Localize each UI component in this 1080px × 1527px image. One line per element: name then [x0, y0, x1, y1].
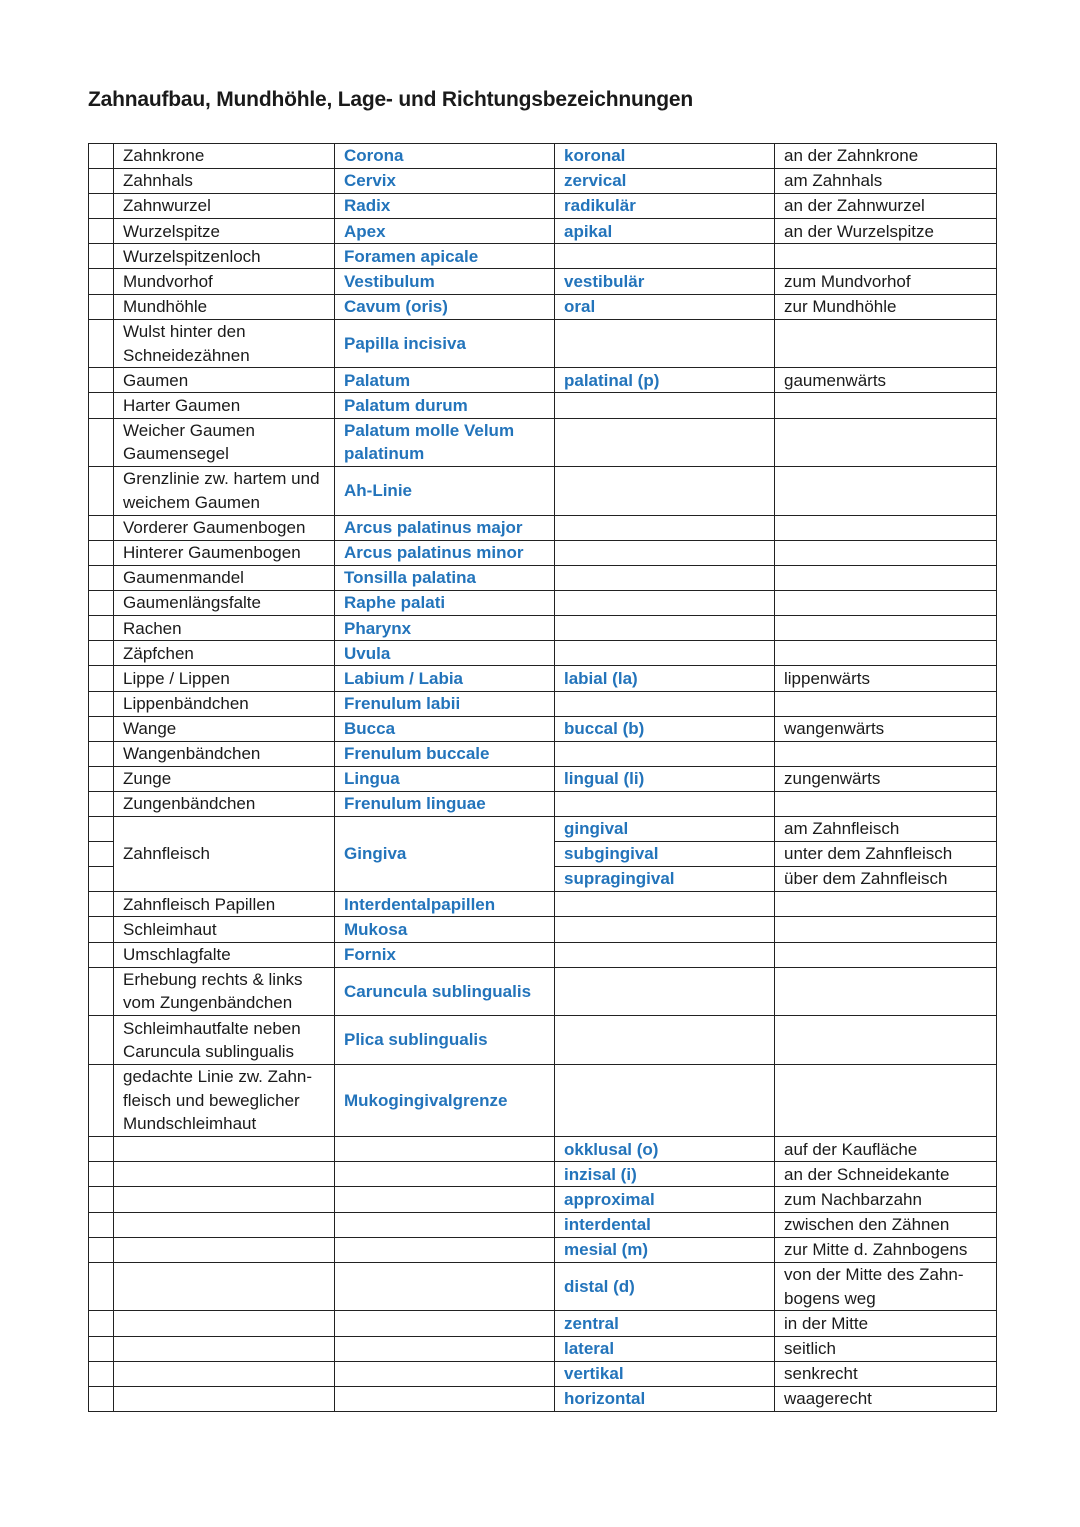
table-row — [89, 967, 997, 1016]
german-term-cell: Zahnhals — [114, 169, 335, 194]
direction-term-cell: lingual (li) — [555, 766, 775, 791]
table-row — [89, 541, 997, 566]
latin-term-cell: Cavum (oris) — [335, 294, 555, 319]
checkbox-cell — [89, 1162, 114, 1187]
latin-term-cell: Lingua — [335, 766, 555, 791]
checkbox-cell — [89, 244, 114, 269]
german-term-cell: Zunge — [114, 766, 335, 791]
checkbox-cell — [89, 393, 114, 418]
table-row — [89, 1262, 997, 1311]
latin-term-cell — [335, 1212, 555, 1237]
direction-term-cell: labial (la) — [555, 666, 775, 691]
direction-term-cell — [555, 591, 775, 616]
meaning-cell: unter dem Zahnfleisch — [775, 842, 997, 867]
checkbox-cell — [89, 169, 114, 194]
german-term-cell: Zungenbändchen — [114, 791, 335, 816]
checkbox-cell — [89, 1262, 114, 1311]
meaning-cell: in der Mitte — [775, 1311, 997, 1336]
meaning-cell: an der Zahnkrone — [775, 144, 997, 169]
meaning-cell — [775, 541, 997, 566]
checkbox-cell — [89, 1137, 114, 1162]
direction-term-cell — [555, 1016, 775, 1065]
checkbox-cell — [89, 1064, 114, 1136]
checkbox-cell — [89, 641, 114, 666]
latin-term-cell: Arcus palatinus major — [335, 515, 555, 540]
german-term-cell: Zahnfleisch — [114, 817, 335, 892]
direction-term-cell: zervical — [555, 169, 775, 194]
meaning-cell — [775, 942, 997, 967]
latin-term-cell — [335, 1361, 555, 1386]
direction-term-cell: inzisal (i) — [555, 1162, 775, 1187]
table-row — [89, 244, 997, 269]
german-term-cell: Grenzlinie zw. hartem und weichem Gaumen — [114, 467, 335, 516]
meaning-cell — [775, 393, 997, 418]
direction-term-cell — [555, 741, 775, 766]
german-term-cell — [114, 1212, 335, 1237]
direction-term-cell: supragingival — [555, 867, 775, 892]
vocabulary-table-body — [89, 144, 997, 1412]
direction-term-cell — [555, 393, 775, 418]
latin-term-cell: Interdentalpapillen — [335, 892, 555, 917]
direction-term-cell — [555, 942, 775, 967]
direction-term-cell: oral — [555, 294, 775, 319]
latin-term-cell: Fornix — [335, 942, 555, 967]
meaning-cell: an der Wurzelspitze — [775, 219, 997, 244]
direction-term-cell — [555, 541, 775, 566]
direction-term-cell: okklusal (o) — [555, 1137, 775, 1162]
german-term-cell: Gaumenmandel — [114, 566, 335, 591]
german-term-cell — [114, 1137, 335, 1162]
meaning-cell: waagerecht — [775, 1386, 997, 1411]
table-row — [89, 616, 997, 641]
german-term-cell: Gaumen — [114, 368, 335, 393]
meaning-cell — [775, 691, 997, 716]
german-term-cell — [114, 1162, 335, 1187]
meaning-cell: lippenwärts — [775, 666, 997, 691]
german-term-cell: Zahnfleisch Papillen — [114, 892, 335, 917]
german-term-cell — [114, 1187, 335, 1212]
table-row — [89, 515, 997, 540]
meaning-cell — [775, 515, 997, 540]
meaning-cell — [775, 319, 997, 368]
latin-term-cell: Cervix — [335, 169, 555, 194]
direction-term-cell — [555, 917, 775, 942]
direction-term-cell: buccal (b) — [555, 716, 775, 741]
latin-term-cell — [335, 1311, 555, 1336]
german-term-cell: Mundhöhle — [114, 294, 335, 319]
meaning-cell — [775, 244, 997, 269]
latin-term-cell: Mukosa — [335, 917, 555, 942]
direction-term-cell — [555, 244, 775, 269]
german-term-cell: Zahnwurzel — [114, 194, 335, 219]
checkbox-cell — [89, 541, 114, 566]
german-term-cell — [114, 1237, 335, 1262]
direction-term-cell — [555, 892, 775, 917]
german-term-cell: Hinterer Gaumenbogen — [114, 541, 335, 566]
checkbox-cell — [89, 1212, 114, 1237]
checkbox-cell — [89, 319, 114, 368]
meaning-cell — [775, 741, 997, 766]
german-term-cell: Zäpfchen — [114, 641, 335, 666]
checkbox-cell — [89, 1237, 114, 1262]
meaning-cell: senkrecht — [775, 1361, 997, 1386]
german-term-cell — [114, 1336, 335, 1361]
meaning-cell — [775, 566, 997, 591]
german-term-cell: Lippenbändchen — [114, 691, 335, 716]
german-term-cell — [114, 1262, 335, 1311]
direction-term-cell: koronal — [555, 144, 775, 169]
latin-term-cell — [335, 1137, 555, 1162]
meaning-cell: zur Mitte d. Zahnbogens — [775, 1237, 997, 1262]
meaning-cell: am Zahnfleisch — [775, 817, 997, 842]
table-row — [89, 1064, 997, 1136]
checkbox-cell — [89, 1361, 114, 1386]
german-term-cell: Weicher Gaumen Gaumensegel — [114, 418, 335, 467]
direction-term-cell: vestibulär — [555, 269, 775, 294]
checkbox-cell — [89, 194, 114, 219]
table-row — [89, 144, 997, 169]
latin-term-cell: Caruncula sublingualis — [335, 967, 555, 1016]
meaning-cell — [775, 1016, 997, 1065]
direction-term-cell: vertikal — [555, 1361, 775, 1386]
meaning-cell: von der Mitte des Zahn-bogens weg — [775, 1262, 997, 1311]
latin-term-cell: Bucca — [335, 716, 555, 741]
checkbox-cell — [89, 418, 114, 467]
table-row — [89, 892, 997, 917]
meaning-cell — [775, 1064, 997, 1136]
direction-term-cell — [555, 691, 775, 716]
checkbox-cell — [89, 219, 114, 244]
meaning-cell — [775, 892, 997, 917]
latin-term-cell: Palatum molle Velum palatinum — [335, 418, 555, 467]
table-row — [89, 566, 997, 591]
latin-term-cell — [335, 1187, 555, 1212]
table-row — [89, 1311, 997, 1336]
direction-term-cell — [555, 641, 775, 666]
direction-term-cell — [555, 515, 775, 540]
direction-term-cell: mesial (m) — [555, 1237, 775, 1262]
table-row — [89, 219, 997, 244]
table-row — [89, 942, 997, 967]
checkbox-cell — [89, 368, 114, 393]
checkbox-cell — [89, 294, 114, 319]
checkbox-cell — [89, 842, 114, 867]
direction-term-cell: gingival — [555, 817, 775, 842]
german-term-cell — [114, 1311, 335, 1336]
german-term-cell: Gaumenlängsfalte — [114, 591, 335, 616]
checkbox-cell — [89, 766, 114, 791]
latin-term-cell: Plica sublingualis — [335, 1016, 555, 1065]
table-row — [89, 1016, 997, 1065]
meaning-cell: über dem Zahnfleisch — [775, 867, 997, 892]
table-row — [89, 591, 997, 616]
german-term-cell: Harter Gaumen — [114, 393, 335, 418]
direction-term-cell — [555, 467, 775, 516]
latin-term-cell: Ah-Linie — [335, 467, 555, 516]
direction-term-cell — [555, 418, 775, 467]
latin-term-cell: Labium / Labia — [335, 666, 555, 691]
meaning-cell: zum Nachbarzahn — [775, 1187, 997, 1212]
checkbox-cell — [89, 1386, 114, 1411]
direction-term-cell: lateral — [555, 1336, 775, 1361]
checkbox-cell — [89, 942, 114, 967]
latin-term-cell: Arcus palatinus minor — [335, 541, 555, 566]
checkbox-cell — [89, 1016, 114, 1065]
checkbox-cell — [89, 817, 114, 842]
table-row — [89, 716, 997, 741]
german-term-cell: Wangenbändchen — [114, 741, 335, 766]
latin-term-cell — [335, 1162, 555, 1187]
direction-term-cell: subgingival — [555, 842, 775, 867]
table-row — [89, 393, 997, 418]
german-term-cell: Umschlagfalte — [114, 942, 335, 967]
german-term-cell: Wurzelspitze — [114, 219, 335, 244]
latin-term-cell: Tonsilla palatina — [335, 566, 555, 591]
meaning-cell: gaumenwärts — [775, 368, 997, 393]
meaning-cell: an der Schneidekante — [775, 1162, 997, 1187]
meaning-cell — [775, 967, 997, 1016]
meaning-cell: wangenwärts — [775, 716, 997, 741]
latin-term-cell: Gingiva — [335, 817, 555, 892]
latin-term-cell — [335, 1336, 555, 1361]
meaning-cell: zungenwärts — [775, 766, 997, 791]
german-term-cell: gedachte Linie zw. Zahn-fleisch und beweglicher Mundschleimhaut — [114, 1064, 335, 1136]
meaning-cell — [775, 467, 997, 516]
table-row — [89, 1361, 997, 1386]
german-term-cell: Schleimhautfalte neben Caruncula sublingualis — [114, 1016, 335, 1065]
table-row — [89, 294, 997, 319]
latin-term-cell: Raphe palati — [335, 591, 555, 616]
vocabulary-table — [88, 143, 997, 1412]
latin-term-cell — [335, 1262, 555, 1311]
latin-term-cell: Frenulum buccale — [335, 741, 555, 766]
latin-term-cell: Foramen apicale — [335, 244, 555, 269]
direction-term-cell — [555, 566, 775, 591]
checkbox-cell — [89, 515, 114, 540]
german-term-cell: Wange — [114, 716, 335, 741]
table-row — [89, 169, 997, 194]
direction-term-cell: radikulär — [555, 194, 775, 219]
table-row — [89, 194, 997, 219]
checkbox-cell — [89, 917, 114, 942]
german-term-cell: Wulst hinter den Schneidezähnen — [114, 319, 335, 368]
direction-term-cell: approximal — [555, 1187, 775, 1212]
meaning-cell: zwischen den Zähnen — [775, 1212, 997, 1237]
direction-term-cell: distal (d) — [555, 1262, 775, 1311]
meaning-cell: zum Mundvorhof — [775, 269, 997, 294]
table-row — [89, 741, 997, 766]
latin-term-cell: Radix — [335, 194, 555, 219]
table-row — [89, 1137, 997, 1162]
checkbox-cell — [89, 467, 114, 516]
table-row — [89, 269, 997, 294]
table-row — [89, 1162, 997, 1187]
table-row — [89, 766, 997, 791]
latin-term-cell — [335, 1386, 555, 1411]
latin-term-cell: Papilla incisiva — [335, 319, 555, 368]
checkbox-cell — [89, 269, 114, 294]
page-title: Zahnaufbau, Mundhöhle, Lage- und Richtungsbezeichnungen — [88, 88, 693, 111]
table-row — [89, 467, 997, 516]
table-row — [89, 1336, 997, 1361]
german-term-cell: Schleimhaut — [114, 917, 335, 942]
table-row — [89, 418, 997, 467]
german-term-cell: Lippe / Lippen — [114, 666, 335, 691]
meaning-cell: am Zahnhals — [775, 169, 997, 194]
meaning-cell: an der Zahnwurzel — [775, 194, 997, 219]
latin-term-cell — [335, 1237, 555, 1262]
table-row — [89, 791, 997, 816]
direction-term-cell — [555, 791, 775, 816]
direction-term-cell — [555, 319, 775, 368]
latin-term-cell: Palatum durum — [335, 393, 555, 418]
table-row — [89, 666, 997, 691]
direction-term-cell — [555, 1064, 775, 1136]
direction-term-cell: interdental — [555, 1212, 775, 1237]
german-term-cell: Mundvorhof — [114, 269, 335, 294]
checkbox-cell — [89, 892, 114, 917]
german-term-cell — [114, 1386, 335, 1411]
latin-term-cell: Apex — [335, 219, 555, 244]
meaning-cell — [775, 418, 997, 467]
direction-term-cell: zentral — [555, 1311, 775, 1336]
meaning-cell — [775, 917, 997, 942]
table-row — [89, 641, 997, 666]
german-term-cell: Rachen — [114, 616, 335, 641]
direction-term-cell: palatinal (p) — [555, 368, 775, 393]
checkbox-cell — [89, 144, 114, 169]
table-row — [89, 817, 997, 842]
latin-term-cell: Vestibulum — [335, 269, 555, 294]
latin-term-cell: Frenulum linguae — [335, 791, 555, 816]
latin-term-cell: Pharynx — [335, 616, 555, 641]
checkbox-cell — [89, 566, 114, 591]
checkbox-cell — [89, 791, 114, 816]
checkbox-cell — [89, 666, 114, 691]
german-term-cell: Vorderer Gaumenbogen — [114, 515, 335, 540]
checkbox-cell — [89, 691, 114, 716]
table-row — [89, 1237, 997, 1262]
latin-term-cell: Palatum — [335, 368, 555, 393]
direction-term-cell — [555, 967, 775, 1016]
meaning-cell — [775, 641, 997, 666]
german-term-cell — [114, 1361, 335, 1386]
checkbox-cell — [89, 1336, 114, 1361]
table-row — [89, 1386, 997, 1411]
latin-term-cell: Uvula — [335, 641, 555, 666]
meaning-cell — [775, 791, 997, 816]
table-row — [89, 917, 997, 942]
checkbox-cell — [89, 716, 114, 741]
table-row — [89, 1212, 997, 1237]
checkbox-cell — [89, 867, 114, 892]
meaning-cell: auf der Kaufläche — [775, 1137, 997, 1162]
direction-term-cell: horizontal — [555, 1386, 775, 1411]
checkbox-cell — [89, 591, 114, 616]
latin-term-cell: Corona — [335, 144, 555, 169]
meaning-cell — [775, 591, 997, 616]
checkbox-cell — [89, 741, 114, 766]
meaning-cell — [775, 616, 997, 641]
checkbox-cell — [89, 616, 114, 641]
table-row — [89, 691, 997, 716]
direction-term-cell — [555, 616, 775, 641]
latin-term-cell: Mukogingivalgrenze — [335, 1064, 555, 1136]
checkbox-cell — [89, 1311, 114, 1336]
meaning-cell: seitlich — [775, 1336, 997, 1361]
checkbox-cell — [89, 967, 114, 1016]
german-term-cell: Zahnkrone — [114, 144, 335, 169]
latin-term-cell: Frenulum labii — [335, 691, 555, 716]
checkbox-cell — [89, 1187, 114, 1212]
meaning-cell: zur Mundhöhle — [775, 294, 997, 319]
table-row — [89, 1187, 997, 1212]
table-row — [89, 368, 997, 393]
table-row — [89, 319, 997, 368]
direction-term-cell: apikal — [555, 219, 775, 244]
german-term-cell: Wurzelspitzenloch — [114, 244, 335, 269]
german-term-cell: Erhebung rechts & links vom Zungenbändchen — [114, 967, 335, 1016]
